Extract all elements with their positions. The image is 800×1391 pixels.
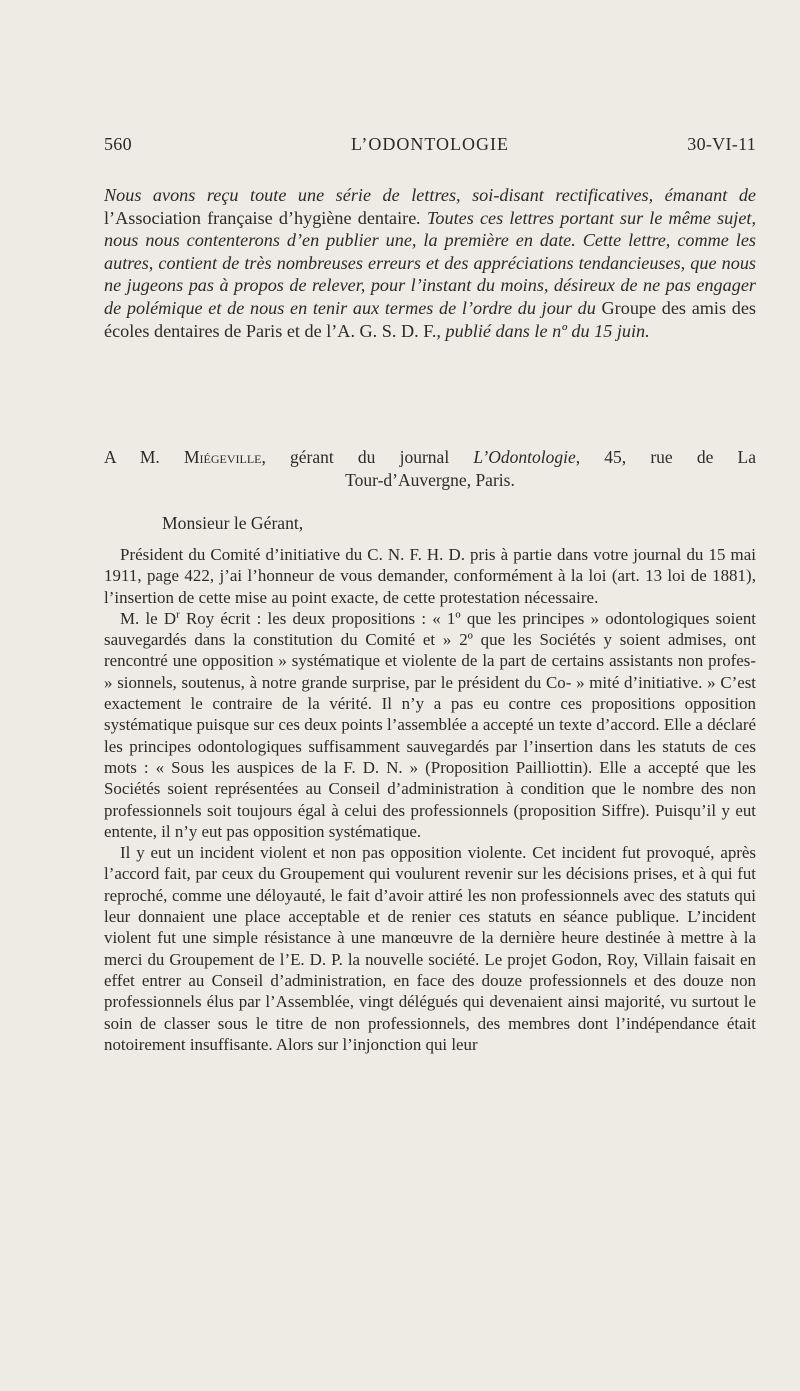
page-number: 560 bbox=[104, 134, 132, 154]
addressee-prefix: A M. bbox=[104, 447, 160, 467]
addressee-journal: L’Odontologie bbox=[473, 447, 576, 467]
letter-body bbox=[104, 544, 756, 1055]
note-text-1: Nous avons reçu toute une série de lettres, soi-disant rectificatives, émanant de bbox=[104, 185, 756, 205]
p2-text: Roy écrit : les deux propositions : « 1º que les principes » odontologiques soient sauvegardés dans la constitution du Comité et » 2º que les Sociétés y soient admises, ont rencontré une opposition » systématique et violente de la part de certains assistants non profes- » sionnels, soutenus, à notre grande surprise, par le président du Co- » mité d’initiative. » C’est exactement le contraire de la vérité. Il n’y a pas eu contre ces propositions opposition systématique puisque sur ces deux points l’assemblée a accepté un texte d’accord. Elle a déclaré les principes odontologiques suffisamment sauvegardés par l’insertion dans les statuts de ces mots : « Sous les auspices de la F. D. N. » (Proposition Pailliottin). Elle a accepté que les Sociétés soient représentées au Conseil d’administration à condition que le nombre des non professionnels soit toujours égal à celui des professionnels (proposition Siffre). Puisqu’il y eut entente, il n’y eut pas opposition systématique. bbox=[104, 608, 756, 841]
p2-superscript: r bbox=[176, 608, 180, 621]
p2-lead: M. le D bbox=[120, 608, 177, 628]
note-group-name: Groupe des amis des écoles dentaires de Paris et de l’A. G. S. D. F. bbox=[104, 297, 756, 341]
note-text-3: . Toutes ces lettres portant sur le même sujet, nous nous contenterons d’en publier une, la première en date. Cette lettre, comme les autres, contient de très nombreuses erreurs et des appréciations tendancieuses, que nous ne jugeons pas à propos de relever, pour l’instant du moins, désireux de ne pas engager de polémique et de nous en tenir aux termes de l’ordre du jour du bbox=[104, 207, 757, 318]
issue-date: 30-VI-11 bbox=[687, 134, 756, 154]
editorial-note-paragraph bbox=[104, 184, 756, 342]
note-association-name: l’Association française d’hygiène dentaire bbox=[104, 207, 417, 228]
addressee-line-2: Tour-d’Auvergne, Paris. bbox=[345, 469, 515, 490]
addressee-line-1 bbox=[104, 446, 756, 469]
addressee-address-1: , 45, rue de La bbox=[575, 447, 756, 467]
note-text-5: , publié dans le nº du 15 juin. bbox=[436, 320, 650, 341]
salutation: Monsieur le Gérant, bbox=[162, 513, 304, 533]
running-header bbox=[104, 134, 756, 158]
journal-title: L’ODONTOLOGIE bbox=[351, 134, 509, 154]
letter-paragraph-3: Il y eut un incident violent et non pas opposition violente. Cet incident fut provoqué, après l’accord fait, par ceux du Groupement qui voulurent revenir sur les décisions prises, et à qui fut reproché, comme une déloyauté, le fait d’avoir attiré les non professionnels avec des statuts qui leur donnaient une place acceptable et de renier ces statuts en séance publique. L’incident violent fut une simple résistance à une manœuvre de la dernière heure destinée à mettre à la merci du Groupement de l’E. D. P. la nouvelle société. Le projet Godon, Roy, Villain faisait en effet entrer au Conseil d’administration, en face des douze professionnels et des douze non professionnels élus par l’Assemblée, vingt délégués qui devenaient ainsi majorité, vu surtout le soin de classer sous le titre de non professionnels, des membres dont l’indépendance était notoirement insuffisante. Alors sur l’injonction qui leur bbox=[104, 843, 756, 1054]
letter-paragraph-1: Président du Comité d’initiative du C. N. F. H. D. pris à partie dans votre journal du 15 mai 1911, page 422, j’ai l’honneur de vous demander, conformément à la loi (art. 13 loi de 1881), l’insertion de cette mise au point exacte, de cette protestation nécessaire. bbox=[104, 545, 756, 607]
letter-paragraph-2 bbox=[104, 608, 756, 842]
letter-addressee bbox=[104, 446, 756, 491]
addressee-name: Miégeville bbox=[183, 447, 262, 467]
addressee-role: , gérant du journal bbox=[261, 447, 474, 467]
editorial-note bbox=[104, 184, 756, 342]
